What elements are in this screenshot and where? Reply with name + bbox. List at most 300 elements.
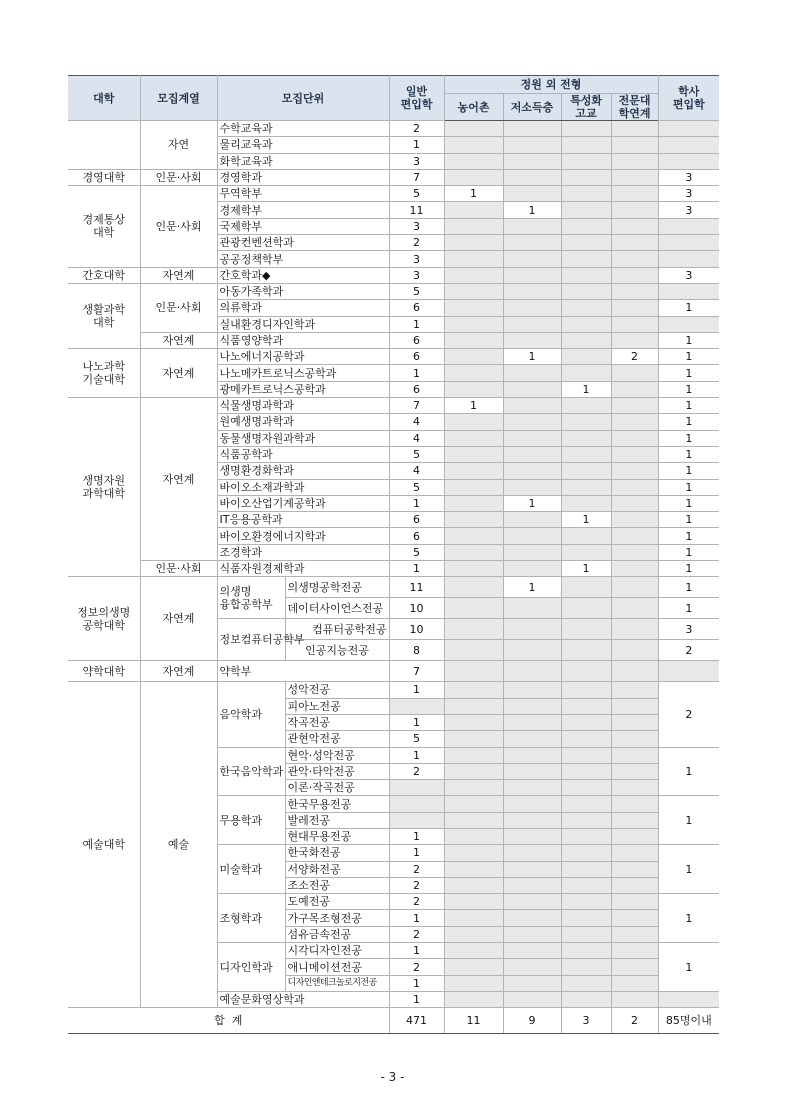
empty-cell — [503, 463, 561, 479]
empty-cell — [503, 861, 561, 877]
general-cell: 2 — [389, 926, 444, 942]
general-cell: 8 — [389, 640, 444, 661]
empty-cell — [503, 959, 561, 975]
empty-cell — [561, 640, 611, 661]
empty-cell — [561, 926, 611, 942]
unit-cell: 관광컨벤션학과 — [217, 235, 389, 251]
empty-cell — [658, 137, 719, 153]
bachelor-cell: 1 — [658, 495, 719, 511]
unit-cell: 디자인앤테크놀로지전공 — [285, 975, 389, 991]
department-cell: 조형학과 — [217, 894, 285, 943]
total-lowincome: 9 — [503, 1008, 561, 1034]
general-cell: 11 — [389, 577, 444, 598]
rural-cell: 1 — [444, 398, 503, 414]
general-cell: 6 — [389, 300, 444, 316]
empty-cell — [444, 463, 503, 479]
unit-cell: 관현악전공 — [285, 731, 389, 747]
empty-cell — [444, 959, 503, 975]
empty-cell — [658, 991, 719, 1007]
empty-cell — [444, 512, 503, 528]
bachelor-cell: 1 — [658, 463, 719, 479]
general-cell: 6 — [389, 332, 444, 348]
unit-cell: 경제학부 — [217, 202, 389, 218]
empty-cell — [561, 430, 611, 446]
empty-cell — [611, 926, 658, 942]
general-cell: 6 — [389, 349, 444, 365]
total-special: 3 — [561, 1008, 611, 1034]
college-cell: 간호대학 — [68, 267, 140, 283]
category-cell: 자연계 — [140, 332, 217, 348]
empty-cell — [503, 332, 561, 348]
unit-cell: 현대무용전공 — [285, 828, 389, 844]
general-cell: 1 — [389, 365, 444, 381]
empty-cell — [561, 544, 611, 560]
general-cell: 4 — [389, 414, 444, 430]
category-cell: 자연계 — [140, 349, 217, 398]
empty-cell — [611, 619, 658, 640]
empty-cell — [389, 796, 444, 812]
general-cell: 3 — [389, 153, 444, 169]
empty-cell — [503, 365, 561, 381]
unit-cell: 데이터사이언스전공 — [285, 598, 389, 619]
category-cell: 자연 — [140, 121, 217, 170]
col-junior: 전문대 학연계 — [611, 94, 658, 121]
empty-cell — [503, 544, 561, 560]
admission-table — [68, 75, 719, 1034]
empty-cell — [611, 365, 658, 381]
empty-cell — [561, 446, 611, 462]
empty-cell — [503, 845, 561, 861]
category-cell: 인문·사회 — [140, 283, 217, 332]
empty-cell — [503, 877, 561, 893]
page-number: - 3 - — [380, 1070, 405, 1084]
bachelor-cell: 1 — [658, 381, 719, 397]
empty-cell — [611, 828, 658, 844]
empty-cell — [444, 218, 503, 234]
bachelor-cell: 3 — [658, 267, 719, 283]
empty-cell — [444, 698, 503, 714]
unit-cell: 실내환경디자인학과 — [217, 316, 389, 332]
empty-cell — [611, 577, 658, 598]
unit-cell: 화학교육과 — [217, 153, 389, 169]
col-general: 일반 편입학 — [389, 76, 444, 121]
empty-cell — [444, 528, 503, 544]
unit-cell: 조소전공 — [285, 877, 389, 893]
rural-cell: 1 — [444, 186, 503, 202]
empty-cell — [611, 959, 658, 975]
empty-cell — [611, 169, 658, 185]
empty-cell — [444, 430, 503, 446]
empty-cell — [561, 894, 611, 910]
bachelor-cell: 1 — [658, 845, 719, 894]
empty-cell — [611, 640, 658, 661]
empty-cell — [444, 202, 503, 218]
total-label: 합 계 — [68, 1008, 389, 1034]
bachelor-cell: 1 — [658, 747, 719, 796]
empty-cell — [503, 698, 561, 714]
unit-cell: 바이오환경에너지학과 — [217, 528, 389, 544]
empty-cell — [561, 780, 611, 796]
empty-cell — [561, 251, 611, 267]
empty-cell — [561, 349, 611, 365]
empty-cell — [444, 349, 503, 365]
empty-cell — [444, 153, 503, 169]
unit-cell: 공공정책학부 — [217, 251, 389, 267]
bachelor-cell: 3 — [658, 169, 719, 185]
empty-cell — [444, 910, 503, 926]
unit-cell: 간호학과◆ — [217, 267, 389, 283]
college-cell: 예술대학 — [68, 682, 140, 1008]
empty-cell — [561, 861, 611, 877]
general-cell: 1 — [389, 975, 444, 991]
category-cell: 자연계 — [140, 661, 217, 682]
empty-cell — [561, 731, 611, 747]
empty-cell — [561, 137, 611, 153]
unit-cell: 서양화전공 — [285, 861, 389, 877]
bachelor-cell: 1 — [658, 446, 719, 462]
empty-cell — [611, 251, 658, 267]
unit-cell: 식품공학과 — [217, 446, 389, 462]
table-row — [68, 561, 719, 577]
empty-cell — [611, 235, 658, 251]
empty-cell — [444, 495, 503, 511]
empty-cell — [561, 577, 611, 598]
general-cell: 1 — [389, 991, 444, 1007]
empty-cell — [503, 796, 561, 812]
division-cell: 의생명 융합공학부 — [217, 577, 285, 619]
empty-cell — [611, 121, 658, 137]
empty-cell — [444, 121, 503, 137]
empty-cell — [444, 991, 503, 1007]
empty-cell — [611, 845, 658, 861]
general-cell: 7 — [389, 169, 444, 185]
empty-cell — [658, 283, 719, 299]
empty-cell — [561, 991, 611, 1007]
empty-cell — [389, 698, 444, 714]
unit-cell: 애니메이션전공 — [285, 959, 389, 975]
table-body — [68, 121, 719, 1034]
empty-cell — [611, 512, 658, 528]
empty-cell — [561, 910, 611, 926]
table-row — [68, 577, 719, 598]
general-cell: 10 — [389, 619, 444, 640]
unit-cell: 식물생명과학과 — [217, 398, 389, 414]
empty-cell — [658, 218, 719, 234]
table-row — [68, 121, 719, 137]
empty-cell — [444, 577, 503, 598]
unit-cell: 광메카트로닉스공학과 — [217, 381, 389, 397]
general-cell: 2 — [389, 235, 444, 251]
empty-cell — [503, 446, 561, 462]
empty-cell — [444, 300, 503, 316]
empty-cell — [444, 640, 503, 661]
bachelor-cell: 2 — [658, 682, 719, 747]
general-cell: 10 — [389, 598, 444, 619]
general-cell: 1 — [389, 137, 444, 153]
empty-cell — [561, 845, 611, 861]
empty-cell — [503, 414, 561, 430]
general-cell: 1 — [389, 714, 444, 730]
college-cell: 경제통상 대학 — [68, 186, 140, 267]
empty-cell — [503, 267, 561, 283]
empty-cell — [503, 561, 561, 577]
empty-cell — [611, 698, 658, 714]
table-row — [68, 682, 719, 698]
empty-cell — [611, 747, 658, 763]
empty-cell — [611, 186, 658, 202]
empty-cell — [611, 975, 658, 991]
category-cell: 예술 — [140, 682, 217, 1008]
empty-cell — [444, 861, 503, 877]
empty-cell — [611, 479, 658, 495]
empty-cell — [561, 763, 611, 779]
general-cell: 3 — [389, 218, 444, 234]
unit-cell: 이론·작곡전공 — [285, 780, 389, 796]
bachelor-cell: 1 — [658, 598, 719, 619]
category-cell: 인문·사회 — [140, 186, 217, 267]
empty-cell — [611, 861, 658, 877]
empty-cell — [561, 414, 611, 430]
empty-cell — [503, 812, 561, 828]
empty-cell — [503, 943, 561, 959]
empty-cell — [444, 682, 503, 698]
empty-cell — [561, 682, 611, 698]
empty-cell — [611, 202, 658, 218]
empty-cell — [561, 495, 611, 511]
total-bachelor: 85명이내 — [658, 1008, 719, 1034]
empty-cell — [561, 796, 611, 812]
general-cell: 3 — [389, 251, 444, 267]
empty-cell — [611, 910, 658, 926]
empty-cell — [503, 910, 561, 926]
category-cell: 자연계 — [140, 267, 217, 283]
empty-cell — [503, 828, 561, 844]
lowincome-cell: 1 — [503, 577, 561, 598]
empty-cell — [444, 894, 503, 910]
empty-cell — [561, 975, 611, 991]
empty-cell — [611, 731, 658, 747]
bachelor-cell: 1 — [658, 577, 719, 598]
empty-cell — [611, 877, 658, 893]
empty-cell — [611, 991, 658, 1007]
unit-cell: 나노에너지공학과 — [217, 349, 389, 365]
total-junior: 2 — [611, 1008, 658, 1034]
empty-cell — [658, 251, 719, 267]
empty-cell — [611, 300, 658, 316]
table-row — [68, 349, 719, 365]
empty-cell — [503, 121, 561, 137]
empty-cell — [503, 169, 561, 185]
unit-cell: 인공지능전공 — [285, 640, 389, 661]
col-special: 특성화 고교 — [561, 94, 611, 121]
unit-cell: 한국화전공 — [285, 845, 389, 861]
empty-cell — [444, 877, 503, 893]
empty-cell — [561, 747, 611, 763]
total-row — [68, 1008, 719, 1034]
bachelor-cell: 3 — [658, 186, 719, 202]
empty-cell — [503, 991, 561, 1007]
empty-cell — [444, 796, 503, 812]
empty-cell — [503, 186, 561, 202]
empty-cell — [611, 812, 658, 828]
empty-cell — [444, 365, 503, 381]
empty-cell — [611, 544, 658, 560]
empty-cell — [503, 283, 561, 299]
empty-cell — [503, 528, 561, 544]
empty-cell — [611, 137, 658, 153]
empty-cell — [611, 598, 658, 619]
empty-cell — [611, 763, 658, 779]
special-cell: 1 — [561, 512, 611, 528]
unit-cell: 약학부 — [217, 661, 389, 682]
empty-cell — [444, 845, 503, 861]
empty-cell — [444, 381, 503, 397]
empty-cell — [611, 495, 658, 511]
empty-cell — [503, 975, 561, 991]
table-row — [68, 267, 719, 283]
lowincome-cell: 1 — [503, 202, 561, 218]
empty-cell — [561, 661, 611, 682]
empty-cell — [611, 894, 658, 910]
general-cell: 2 — [389, 763, 444, 779]
general-cell: 6 — [389, 528, 444, 544]
college-cell — [68, 121, 140, 170]
empty-cell — [561, 943, 611, 959]
bachelor-cell: 1 — [658, 894, 719, 943]
table-row — [68, 186, 719, 202]
bachelor-cell: 2 — [658, 640, 719, 661]
empty-cell — [611, 381, 658, 397]
empty-cell — [561, 598, 611, 619]
total-rural: 11 — [444, 1008, 503, 1034]
general-cell: 4 — [389, 430, 444, 446]
category-cell: 인문·사회 — [140, 561, 217, 577]
empty-cell — [611, 267, 658, 283]
general-cell: 2 — [389, 959, 444, 975]
empty-cell — [444, 926, 503, 942]
empty-cell — [503, 763, 561, 779]
empty-cell — [444, 544, 503, 560]
unit-cell: 성악전공 — [285, 682, 389, 698]
empty-cell — [444, 283, 503, 299]
empty-cell — [561, 332, 611, 348]
bachelor-cell: 1 — [658, 398, 719, 414]
empty-cell — [503, 218, 561, 234]
unit-cell: 한국무용전공 — [285, 796, 389, 812]
bachelor-cell: 1 — [658, 479, 719, 495]
general-cell: 5 — [389, 283, 444, 299]
general-cell: 1 — [389, 316, 444, 332]
college-cell: 생명자원 과학대학 — [68, 398, 140, 577]
unit-cell: 식품자원경제학과 — [217, 561, 389, 577]
general-cell: 2 — [389, 861, 444, 877]
category-cell: 자연계 — [140, 577, 217, 661]
empty-cell — [389, 780, 444, 796]
lowincome-cell: 1 — [503, 349, 561, 365]
unit-cell: 생명환경화학과 — [217, 463, 389, 479]
table-header — [68, 76, 719, 121]
unit-cell: 발레전공 — [285, 812, 389, 828]
empty-cell — [503, 661, 561, 682]
empty-cell — [444, 316, 503, 332]
empty-cell — [611, 796, 658, 812]
empty-cell — [561, 698, 611, 714]
empty-cell — [503, 598, 561, 619]
unit-cell: 의생명공학전공 — [285, 577, 389, 598]
empty-cell — [503, 398, 561, 414]
col-outside: 정원 외 전형 — [444, 76, 658, 94]
general-cell: 5 — [389, 446, 444, 462]
general-cell: 7 — [389, 398, 444, 414]
unit-cell: 예술문화영상학과 — [217, 991, 389, 1007]
general-cell: 1 — [389, 845, 444, 861]
general-cell: 3 — [389, 267, 444, 283]
empty-cell — [611, 528, 658, 544]
general-cell: 1 — [389, 943, 444, 959]
unit-cell: 바이오소재과학과 — [217, 479, 389, 495]
unit-cell: 원예생명과학과 — [217, 414, 389, 430]
unit-cell: 관악·타악전공 — [285, 763, 389, 779]
empty-cell — [444, 332, 503, 348]
empty-cell — [444, 446, 503, 462]
empty-cell — [658, 153, 719, 169]
college-cell: 생활과학 대학 — [68, 283, 140, 348]
empty-cell — [444, 747, 503, 763]
general-cell: 2 — [389, 894, 444, 910]
empty-cell — [561, 169, 611, 185]
unit-cell: 피아노전공 — [285, 698, 389, 714]
empty-cell — [444, 251, 503, 267]
bachelor-cell: 1 — [658, 349, 719, 365]
empty-cell — [561, 479, 611, 495]
department-cell: 디자인학과 — [217, 943, 285, 992]
empty-cell — [444, 137, 503, 153]
empty-cell — [444, 714, 503, 730]
empty-cell — [444, 235, 503, 251]
empty-cell — [611, 283, 658, 299]
empty-cell — [658, 316, 719, 332]
general-cell: 1 — [389, 828, 444, 844]
bachelor-cell: 1 — [658, 332, 719, 348]
empty-cell — [561, 528, 611, 544]
department-cell: 한국음악학과 — [217, 747, 285, 796]
empty-cell — [561, 235, 611, 251]
junior-cell: 2 — [611, 349, 658, 365]
empty-cell — [561, 283, 611, 299]
empty-cell — [611, 316, 658, 332]
empty-cell — [611, 446, 658, 462]
empty-cell — [561, 267, 611, 283]
general-cell: 5 — [389, 479, 444, 495]
department-cell: 무용학과 — [217, 796, 285, 845]
bachelor-cell: 1 — [658, 512, 719, 528]
empty-cell — [503, 780, 561, 796]
empty-cell — [503, 512, 561, 528]
bachelor-cell: 1 — [658, 796, 719, 845]
empty-cell — [444, 267, 503, 283]
col-lowincome: 저소득층 — [503, 94, 561, 121]
empty-cell — [611, 714, 658, 730]
empty-cell — [444, 731, 503, 747]
bachelor-cell: 1 — [658, 943, 719, 992]
empty-cell — [444, 943, 503, 959]
table-row — [68, 398, 719, 414]
empty-cell — [503, 926, 561, 942]
empty-cell — [658, 121, 719, 137]
unit-cell: 수학교육과 — [217, 121, 389, 137]
empty-cell — [561, 121, 611, 137]
unit-cell: 바이오산업기계공학과 — [217, 495, 389, 511]
